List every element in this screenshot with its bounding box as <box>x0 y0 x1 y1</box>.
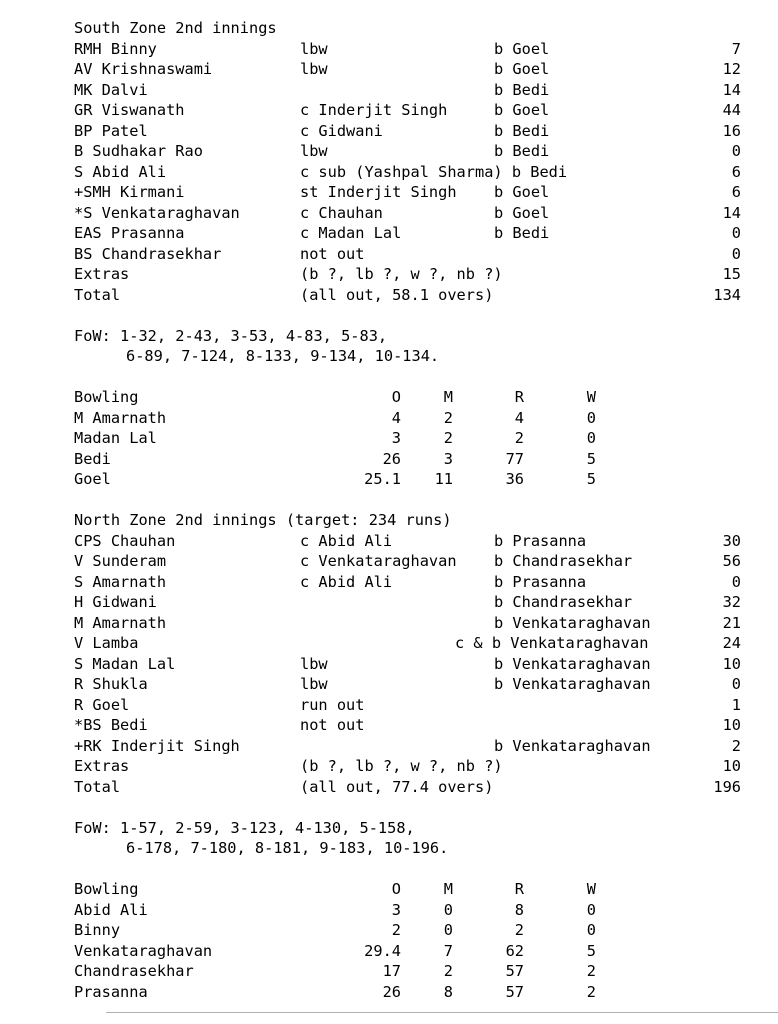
runs: 10 <box>722 654 741 673</box>
scorecard-document <box>74 18 741 1002</box>
bowling-w: 0 <box>586 408 596 427</box>
runs: 7 <box>731 39 741 58</box>
bowling-r: 8 <box>514 900 524 919</box>
bowling-row <box>74 941 596 962</box>
runs: 21 <box>722 613 741 632</box>
batting-row <box>74 285 741 306</box>
dismissal: c sub (Yashpal Sharma) b Bedi <box>300 162 568 181</box>
batter-name: +SMH Kirmani <box>74 183 185 201</box>
bowling-w: 0 <box>586 900 596 919</box>
bowling-o: O <box>391 388 401 406</box>
bowling-m: 11 <box>434 470 453 488</box>
bowler: b Prasanna <box>494 531 587 550</box>
bowler-name: Goel <box>74 470 111 488</box>
bowling-row <box>74 469 596 490</box>
bowling-r: R <box>514 388 524 406</box>
bowler: b Bedi <box>494 121 550 140</box>
dismissal: (b ?, lb ?, w ?, nb ?) <box>300 757 503 775</box>
runs: 0 <box>731 224 741 242</box>
dismissal: (b ?, lb ?, w ?, nb ?) <box>300 265 503 283</box>
bowling-o: 25.1 <box>364 470 401 488</box>
bottom-divider <box>106 1012 778 1013</box>
batter-name: M Amarnath <box>74 613 167 632</box>
dismissal: st Inderjit Singh <box>300 183 457 201</box>
runs: 0 <box>731 572 741 591</box>
runs: 6 <box>731 162 741 181</box>
batting-row <box>74 162 741 183</box>
batting-row <box>74 39 741 60</box>
bowling-w: 0 <box>586 429 596 447</box>
bowling-w: 5 <box>586 941 596 960</box>
batting-row <box>74 715 741 736</box>
innings-section <box>74 510 741 1002</box>
batting-row <box>74 756 741 777</box>
bowling-r: 77 <box>505 449 524 468</box>
runs: 0 <box>731 675 741 693</box>
runs: 0 <box>731 142 741 160</box>
batting-row <box>74 80 741 101</box>
fall-of-wickets: FoW: 1-57, 2-59, 3-123, 4-130, 5-158, <box>74 818 415 837</box>
runs: 134 <box>713 285 741 304</box>
bowling-w: 2 <box>586 962 596 980</box>
bowling-row <box>74 449 596 470</box>
dismissal: lbw <box>300 675 328 693</box>
bowling-w: W <box>586 880 596 898</box>
bowling-header <box>74 387 596 408</box>
bowler-name: Bedi <box>74 449 111 468</box>
bowling-o: O <box>391 880 401 898</box>
bowling-row <box>74 920 596 941</box>
dismissal: c Madan Lal <box>300 224 402 242</box>
bowler: b Venkataraghavan <box>494 654 651 673</box>
bowling-w: 5 <box>586 449 596 468</box>
batter-name: B Sudhakar Rao <box>74 142 203 160</box>
batter-name: H Gidwani <box>74 593 157 611</box>
batter-name: BP Patel <box>74 121 148 140</box>
bowler: b Venkataraghavan <box>494 613 651 632</box>
batter-name: MK Dalvi <box>74 80 148 99</box>
bowler-name: Abid Ali <box>74 900 148 919</box>
spacer <box>74 305 452 326</box>
dismissal: run out <box>300 695 365 714</box>
batting-row <box>74 736 741 757</box>
bowling-label: Bowling <box>74 388 139 406</box>
runs: 10 <box>722 716 741 734</box>
bowler: c & b Venkataraghavan <box>455 634 649 652</box>
bowling-o: 4 <box>391 408 401 427</box>
batting-row <box>74 59 741 80</box>
bowling-o: 29.4 <box>364 941 401 960</box>
bowler: b Bedi <box>494 80 550 99</box>
bowling-m: 2 <box>443 408 453 427</box>
batter-name: V Lamba <box>74 634 139 652</box>
runs: 16 <box>722 121 741 140</box>
dismissal: (all out, 77.4 overs) <box>300 777 494 796</box>
runs: 14 <box>722 80 741 99</box>
runs: 44 <box>722 101 741 119</box>
batting-row <box>74 551 741 572</box>
bowling-w: 0 <box>586 921 596 939</box>
spacer <box>74 490 452 511</box>
batter-name: CPS Chauhan <box>74 531 176 550</box>
dismissal: c Gidwani <box>300 121 383 140</box>
bowler-name: Prasanna <box>74 982 148 1001</box>
batting-row <box>74 264 741 285</box>
fall-of-wickets-continued: 6-178, 7-180, 8-181, 9-183, 10-196. <box>126 839 449 857</box>
runs: 30 <box>722 531 741 550</box>
batter-name: Extras <box>74 265 130 283</box>
batting-row <box>74 223 741 244</box>
bowling-o: 26 <box>382 982 401 1001</box>
bowling-m: 7 <box>443 941 453 960</box>
bowling-r: 4 <box>514 408 524 427</box>
bowler: b Goel <box>494 183 550 201</box>
bowling-o: 3 <box>391 900 401 919</box>
batting-row <box>74 100 741 121</box>
bowling-r: 2 <box>514 921 524 939</box>
dismissal: not out <box>300 244 365 263</box>
bowling-w: 5 <box>586 470 596 488</box>
batter-name: R Shukla <box>74 675 148 693</box>
dismissal: c Abid Ali <box>300 531 393 550</box>
innings-heading: South Zone 2nd innings <box>74 19 277 37</box>
bowling-m: 0 <box>443 900 453 919</box>
bowler: b Goel <box>494 60 550 78</box>
bowler: b Venkataraghavan <box>494 736 651 755</box>
runs: 10 <box>722 757 741 775</box>
batter-name: +RK Inderjit Singh <box>74 736 240 755</box>
bowler-name: Venkataraghavan <box>74 941 213 960</box>
batting-row <box>74 592 741 613</box>
bowling-r: 57 <box>505 962 524 980</box>
innings-section <box>74 18 741 510</box>
runs: 0 <box>731 244 741 263</box>
runs: 196 <box>713 777 741 796</box>
batting-row <box>74 633 741 654</box>
batter-name: Total <box>74 285 121 304</box>
dismissal: c Abid Ali <box>300 572 393 591</box>
dismissal: lbw <box>300 142 328 160</box>
bowling-row <box>74 408 596 429</box>
bowling-w: 2 <box>586 982 596 1001</box>
runs: 24 <box>722 634 741 652</box>
fall-of-wickets: FoW: 1-32, 2-43, 3-53, 4-83, 5-83, <box>74 326 388 345</box>
bowling-o: 2 <box>391 921 401 939</box>
bowling-row <box>74 982 596 1003</box>
dismissal: lbw <box>300 654 328 673</box>
batting-row <box>74 141 741 162</box>
dismissal: not out <box>300 716 365 734</box>
batting-row <box>74 531 741 552</box>
batting-row <box>74 674 741 695</box>
bowling-row <box>74 900 596 921</box>
dismissal: c Chauhan <box>300 203 383 222</box>
runs: 15 <box>722 265 741 283</box>
runs: 1 <box>731 695 741 714</box>
dismissal: (all out, 58.1 overs) <box>300 285 494 304</box>
bowling-r: R <box>514 880 524 898</box>
bowling-o: 3 <box>391 429 401 447</box>
bowling-m: 8 <box>443 982 453 1001</box>
batting-row <box>74 203 741 224</box>
bowling-w: W <box>586 388 596 406</box>
bowling-header <box>74 879 596 900</box>
batter-name: S Abid Ali <box>74 162 167 181</box>
bowler: b Chandrasekhar <box>494 593 633 611</box>
bowling-m: M <box>443 388 453 406</box>
bowler: b Bedi <box>494 142 550 160</box>
batting-row <box>74 182 741 203</box>
spacer <box>74 797 452 818</box>
bowling-label: Bowling <box>74 880 139 898</box>
bowler: b Goel <box>494 101 550 119</box>
runs: 2 <box>731 736 741 755</box>
bowling-o: 26 <box>382 449 401 468</box>
spacer <box>74 367 452 388</box>
bowler: b Chandrasekhar <box>494 552 633 570</box>
bowling-m: M <box>443 880 453 898</box>
bowler: b Prasanna <box>494 572 587 591</box>
runs: 6 <box>731 183 741 201</box>
fall-of-wickets-continued: 6-89, 7-124, 8-133, 9-134, 10-134. <box>126 347 440 365</box>
dismissal: c Venkataraghavan <box>300 552 457 570</box>
dismissal: lbw <box>300 60 328 78</box>
batter-name: *BS Bedi <box>74 716 148 734</box>
bowling-r: 57 <box>505 982 524 1001</box>
bowling-row <box>74 961 596 982</box>
bowler-name: Madan Lal <box>74 429 157 447</box>
batting-row <box>74 777 741 798</box>
bowler-name: M Amarnath <box>74 408 167 427</box>
batting-row <box>74 695 741 716</box>
batting-row <box>74 244 741 265</box>
batter-name: Extras <box>74 757 130 775</box>
bowling-m: 3 <box>443 449 453 468</box>
innings-heading: North Zone 2nd innings (target: 234 runs) <box>74 511 452 529</box>
runs: 12 <box>722 60 741 78</box>
batter-name: Total <box>74 777 121 796</box>
runs: 14 <box>722 203 741 222</box>
batting-row <box>74 654 741 675</box>
batter-name: EAS Prasanna <box>74 224 185 242</box>
batter-name: AV Krishnaswami <box>74 60 213 78</box>
bowling-m: 0 <box>443 921 453 939</box>
bowling-r: 2 <box>514 429 524 447</box>
batting-row <box>74 121 741 142</box>
runs: 32 <box>722 593 741 611</box>
batting-row <box>74 613 741 634</box>
dismissal: c Inderjit Singh <box>300 101 448 119</box>
bowling-row <box>74 428 596 449</box>
batter-name: R Goel <box>74 695 130 714</box>
bowling-m: 2 <box>443 429 453 447</box>
bowling-r: 36 <box>505 470 524 488</box>
batter-name: S Amarnath <box>74 572 167 591</box>
bowler-name: Binny <box>74 921 121 939</box>
bowling-m: 2 <box>443 962 453 980</box>
bowling-r: 62 <box>505 941 524 960</box>
batter-name: S Madan Lal <box>74 654 176 673</box>
dismissal: lbw <box>300 39 328 58</box>
bowler: b Goel <box>494 39 550 58</box>
spacer <box>74 859 452 880</box>
bowler: b Goel <box>494 203 550 222</box>
batting-row <box>74 572 741 593</box>
batter-name: *S Venkataraghavan <box>74 203 240 222</box>
bowling-o: 17 <box>382 962 401 980</box>
bowler: b Venkataraghavan <box>494 675 651 693</box>
batter-name: GR Viswanath <box>74 101 185 119</box>
bowler-name: Chandrasekhar <box>74 962 194 980</box>
runs: 56 <box>722 552 741 570</box>
bowler: b Bedi <box>494 224 550 242</box>
batter-name: V Sunderam <box>74 552 167 570</box>
batter-name: RMH Binny <box>74 39 157 58</box>
batter-name: BS Chandrasekhar <box>74 244 222 263</box>
